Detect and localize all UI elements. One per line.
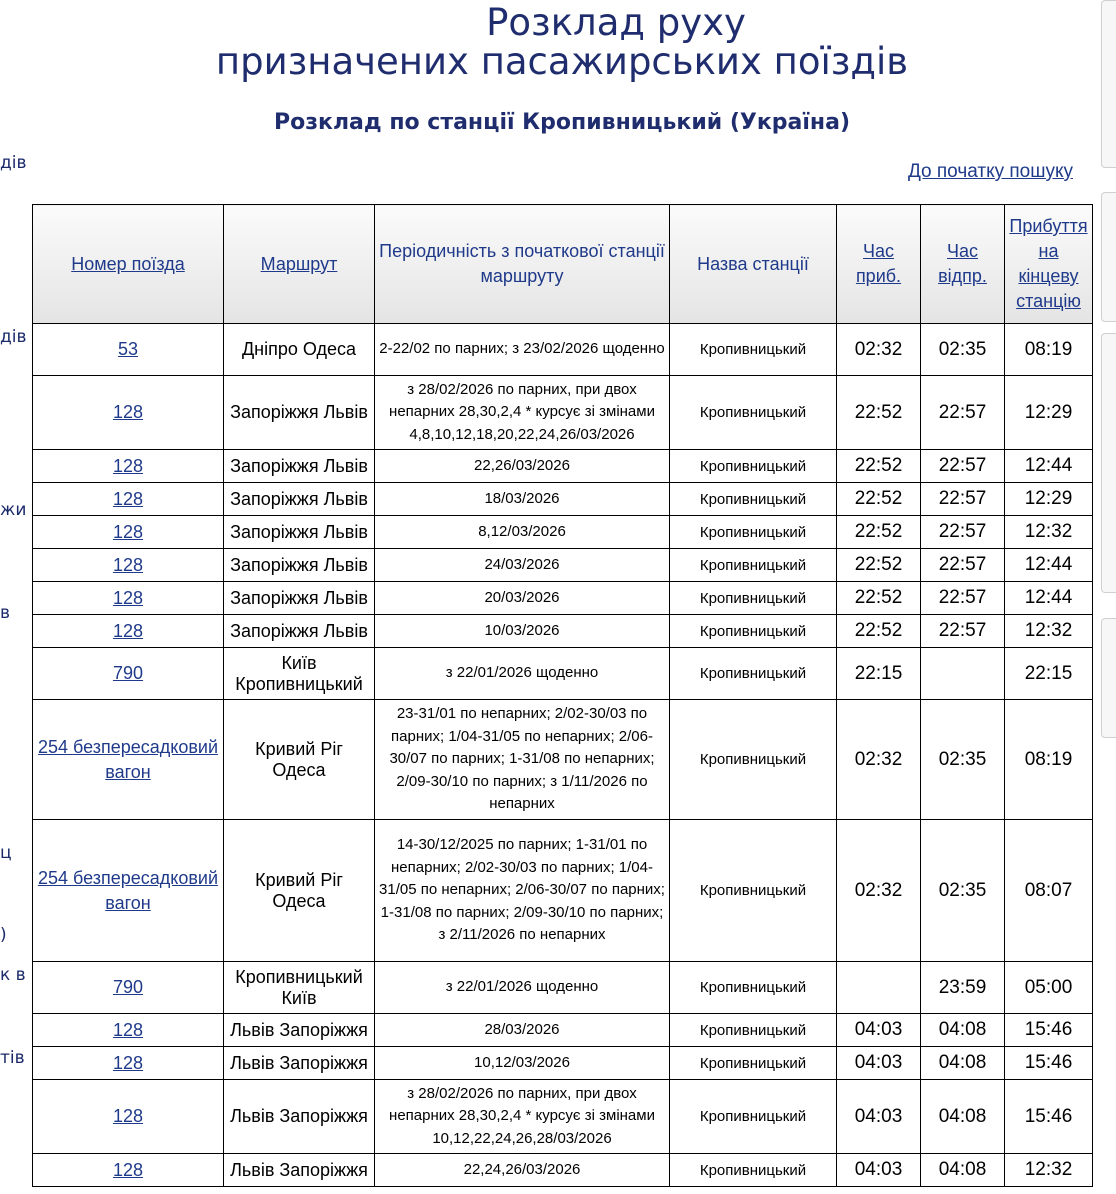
table-row — [33, 700, 1093, 820]
train-number-link[interactable]: 790 — [112, 663, 144, 683]
periodicity-cell: 10,12/03/2026 — [375, 1047, 670, 1080]
train-number-cell[interactable] — [33, 962, 224, 1014]
train-number-link[interactable]: 128 — [112, 587, 144, 608]
route-cell: Запоріжжя Львів — [224, 549, 375, 582]
arrival-time-cell: 22:52 — [837, 615, 921, 648]
train-number-link[interactable]: 128 — [112, 488, 144, 509]
col-train-number[interactable]: Номер поїзда — [33, 205, 224, 324]
right-side-panel — [1101, 333, 1116, 593]
departure-time-cell: 22:57 — [921, 483, 1005, 516]
train-number-link[interactable]: 128 — [112, 1159, 144, 1180]
table-row — [33, 450, 1093, 483]
train-number-cell[interactable] — [33, 450, 224, 483]
final-arrival-cell: 15:46 — [1005, 1080, 1093, 1154]
train-number-cell[interactable] — [33, 648, 224, 700]
station-cell: Кропивницький — [670, 483, 837, 516]
arrival-time-cell: 22:52 — [837, 582, 921, 615]
periodicity-cell: 18/03/2026 — [375, 483, 670, 516]
table-row — [33, 483, 1093, 516]
table-row — [33, 1047, 1093, 1080]
col-station: Назва станції — [670, 205, 837, 324]
table-row — [33, 582, 1093, 615]
train-number-cell[interactable] — [33, 549, 224, 582]
final-arrival-cell: 08:19 — [1005, 700, 1093, 820]
final-arrival-cell: 22:15 — [1005, 648, 1093, 700]
departure-time-cell — [921, 648, 1005, 700]
departure-time-cell: 22:57 — [921, 376, 1005, 450]
station-cell: Кропивницький — [670, 516, 837, 549]
route-cell: Кривий Ріг Одеса — [224, 700, 375, 820]
table-row — [33, 962, 1093, 1014]
station-cell: Кропивницький — [670, 549, 837, 582]
train-number-cell[interactable] — [33, 1047, 224, 1080]
sidebar-fragment[interactable]: ) — [0, 925, 7, 945]
station-cell: Кропивницький — [670, 820, 837, 962]
route-cell: Львів Запоріжжя — [224, 1080, 375, 1154]
departure-time-cell: 04:08 — [921, 1047, 1005, 1080]
train-number-cell[interactable] — [33, 582, 224, 615]
route-cell: Запоріжжя Львів — [224, 450, 375, 483]
final-arrival-cell: 05:00 — [1005, 962, 1093, 1014]
departure-time-cell: 22:57 — [921, 549, 1005, 582]
arrival-time-cell: 22:52 — [837, 516, 921, 549]
train-number-link[interactable]: 128 — [112, 1052, 144, 1073]
station-cell: Кропивницький — [670, 1047, 837, 1080]
arrival-time-cell — [837, 962, 921, 1014]
route-cell: Львів Запоріжжя — [224, 1014, 375, 1047]
departure-time-cell: 22:57 — [921, 582, 1005, 615]
departure-time-cell: 04:08 — [921, 1080, 1005, 1154]
periodicity-cell: з 28/02/2026 по парних, при двох непарних 28,30,2,4 * курсує зі змінами 10,12,22,24,26,28/03/2026 — [375, 1080, 670, 1154]
page-title: Розклад руху — [486, 1, 746, 44]
departure-time-cell: 02:35 — [921, 820, 1005, 962]
periodicity-cell: 2-22/02 по парних; з 23/02/2026 щоденно — [375, 324, 670, 376]
sidebar-fragment[interactable]: жи — [0, 500, 27, 520]
sidebar-fragment[interactable]: ц — [0, 843, 12, 863]
train-number-cell[interactable] — [33, 324, 224, 376]
arrival-time-cell: 04:03 — [837, 1014, 921, 1047]
table-row — [33, 648, 1093, 700]
arrival-time-cell: 02:32 — [837, 324, 921, 376]
departure-time-cell: 22:57 — [921, 450, 1005, 483]
route-cell: Запоріжжя Львів — [224, 615, 375, 648]
periodicity-cell: 22,26/03/2026 — [375, 450, 670, 483]
arrival-time-cell: 04:03 — [837, 1154, 921, 1187]
departure-time-cell: 04:08 — [921, 1154, 1005, 1187]
final-arrival-cell: 08:07 — [1005, 820, 1093, 962]
train-number-cell[interactable] — [33, 1014, 224, 1047]
train-number-cell[interactable] — [33, 1154, 224, 1187]
station-cell: Кропивницький — [670, 582, 837, 615]
sidebar-fragment[interactable]: в — [0, 603, 11, 623]
train-number-link[interactable]: 128 — [112, 402, 144, 422]
departure-time-cell: 04:08 — [921, 1014, 1005, 1047]
departure-time-cell: 02:35 — [921, 700, 1005, 820]
station-cell: Кропивницький — [670, 1154, 837, 1187]
final-arrival-cell: 15:46 — [1005, 1047, 1093, 1080]
train-number-link[interactable]: 254 безпересадковий вагон — [37, 736, 219, 782]
station-cell: Кропивницький — [670, 700, 837, 820]
periodicity-cell: 28/03/2026 — [375, 1014, 670, 1047]
final-arrival-cell: 12:29 — [1005, 483, 1093, 516]
station-cell: Кропивницький — [670, 648, 837, 700]
col-departure[interactable]: Час відпр. — [921, 205, 1005, 324]
arrival-time-cell: 22:52 — [837, 376, 921, 450]
table-row — [33, 820, 1093, 962]
route-cell: Кропивницький Київ — [224, 962, 375, 1014]
final-arrival-cell: 08:19 — [1005, 324, 1093, 376]
station-cell: Кропивницький — [670, 1080, 837, 1154]
sidebar-fragment[interactable]: к в — [0, 965, 26, 985]
arrival-time-cell: 22:52 — [837, 450, 921, 483]
table-row — [33, 516, 1093, 549]
right-side-panel — [1101, 618, 1116, 738]
route-cell: Дніпро Одеса — [224, 324, 375, 376]
route-cell: Львів Запоріжжя — [224, 1154, 375, 1187]
table-header-row — [33, 205, 1093, 324]
route-cell: Запоріжжя Львів — [224, 483, 375, 516]
arrival-time-cell: 22:15 — [837, 648, 921, 700]
route-cell: Кривий Ріг Одеса — [224, 820, 375, 962]
periodicity-cell: 23-31/01 по непарних; 2/02-30/03 по парних; 1/04-31/05 по непарних; 2/06-30/07 по парних; 1-31/08 по непарних; 2/09-30/10 по парних; з 1/11/2026 по непарних — [375, 700, 670, 820]
final-arrival-cell: 12:44 — [1005, 582, 1093, 615]
arrival-time-cell: 02:32 — [837, 700, 921, 820]
arrival-time-cell: 04:03 — [837, 1080, 921, 1154]
col-route[interactable]: Маршрут — [224, 205, 375, 324]
departure-time-cell: 23:59 — [921, 962, 1005, 1014]
train-number-cell[interactable] — [33, 483, 224, 516]
table-row — [33, 549, 1093, 582]
table-row — [33, 1080, 1093, 1154]
route-cell: Запоріжжя Львів — [224, 376, 375, 450]
route-cell: Запоріжжя Львів — [224, 516, 375, 549]
page-subtitle: Розклад по станції Кропивницький (Україна) — [273, 110, 851, 135]
station-cell: Кропивницький — [670, 615, 837, 648]
page-title-line2: призначених пасажирських поїздів — [215, 40, 909, 83]
table-row — [33, 1014, 1093, 1047]
table-row — [33, 376, 1093, 450]
station-cell: Кропивницький — [670, 450, 837, 483]
train-number-link[interactable]: 128 — [112, 1106, 144, 1126]
col-periodicity: Періодичність з початкової станції маршруту — [375, 205, 670, 324]
train-number-link[interactable]: 128 — [112, 620, 144, 641]
periodicity-cell: 22,24,26/03/2026 — [375, 1154, 670, 1187]
periodicity-cell: з 28/02/2026 по парних, при двох непарних 28,30,2,4 * курсує зі змінами 4,8,10,12,18,20,22,24,26/03/2026 — [375, 376, 670, 450]
train-number-cell[interactable] — [33, 376, 224, 450]
periodicity-cell: з 22/01/2026 щоденно — [375, 648, 670, 700]
train-number-cell[interactable] — [33, 615, 224, 648]
route-cell: Львів Запоріжжя — [224, 1047, 375, 1080]
periodicity-cell: 14-30/12/2025 по парних; 1-31/01 по непарних; 2/02-30/03 по парних; 1/04-31/05 по непарних; 2/06-30/07 по парних; 1-31/08 по парних; 2/09-30/10 по парних; з 2/11/2026 по непарних — [375, 820, 670, 962]
train-number-link[interactable]: 790 — [112, 977, 144, 997]
station-cell: Кропивницький — [670, 324, 837, 376]
sidebar-fragment[interactable]: дів — [0, 327, 27, 347]
departure-time-cell: 22:57 — [921, 615, 1005, 648]
final-arrival-cell: 12:29 — [1005, 376, 1093, 450]
final-arrival-cell: 15:46 — [1005, 1014, 1093, 1047]
periodicity-cell: 20/03/2026 — [375, 582, 670, 615]
periodicity-cell: 24/03/2026 — [375, 549, 670, 582]
periodicity-cell: з 22/01/2026 щоденно — [375, 962, 670, 1014]
right-side-panel — [1101, 192, 1116, 322]
col-final-arrival[interactable]: Прибуття на кінцеву станцію — [1005, 205, 1093, 324]
route-cell: Київ Кропивницький — [224, 648, 375, 700]
table-row — [33, 615, 1093, 648]
station-cell: Кропивницький — [670, 376, 837, 450]
train-number-link[interactable]: 53 — [117, 339, 139, 359]
col-arrival[interactable]: Час приб. — [837, 205, 921, 324]
train-number-cell[interactable] — [33, 700, 224, 820]
final-arrival-cell: 12:32 — [1005, 1154, 1093, 1187]
final-arrival-cell: 12:32 — [1005, 615, 1093, 648]
train-number-cell[interactable] — [33, 1080, 224, 1154]
station-cell: Кропивницький — [670, 1014, 837, 1047]
periodicity-cell: 8,12/03/2026 — [375, 516, 670, 549]
sidebar-fragment[interactable]: дів — [0, 153, 27, 173]
train-number-link[interactable]: 254 безпересадковий вагон — [37, 867, 219, 913]
arrival-time-cell: 22:52 — [837, 483, 921, 516]
train-number-link[interactable]: 128 — [112, 1019, 144, 1040]
table-row — [33, 1154, 1093, 1187]
schedule-table — [32, 204, 1093, 1187]
train-number-cell[interactable] — [33, 820, 224, 962]
departure-time-cell: 02:35 — [921, 324, 1005, 376]
arrival-time-cell: 02:32 — [837, 820, 921, 962]
final-arrival-cell: 12:44 — [1005, 450, 1093, 483]
back-to-search-link[interactable]: До початку пошуку — [907, 161, 1073, 182]
station-cell: Кропивницький — [670, 962, 837, 1014]
final-arrival-cell: 12:44 — [1005, 549, 1093, 582]
final-arrival-cell: 12:32 — [1005, 516, 1093, 549]
arrival-time-cell: 22:52 — [837, 549, 921, 582]
sidebar-fragment[interactable]: тів — [0, 1048, 25, 1068]
departure-time-cell: 22:57 — [921, 516, 1005, 549]
route-cell: Запоріжжя Львів — [224, 582, 375, 615]
train-number-cell[interactable] — [33, 516, 224, 549]
train-number-link[interactable]: 128 — [112, 554, 144, 575]
table-row — [33, 324, 1093, 376]
train-number-link[interactable]: 128 — [112, 521, 144, 542]
periodicity-cell: 10/03/2026 — [375, 615, 670, 648]
arrival-time-cell: 04:03 — [837, 1047, 921, 1080]
train-number-link[interactable]: 128 — [112, 455, 144, 476]
